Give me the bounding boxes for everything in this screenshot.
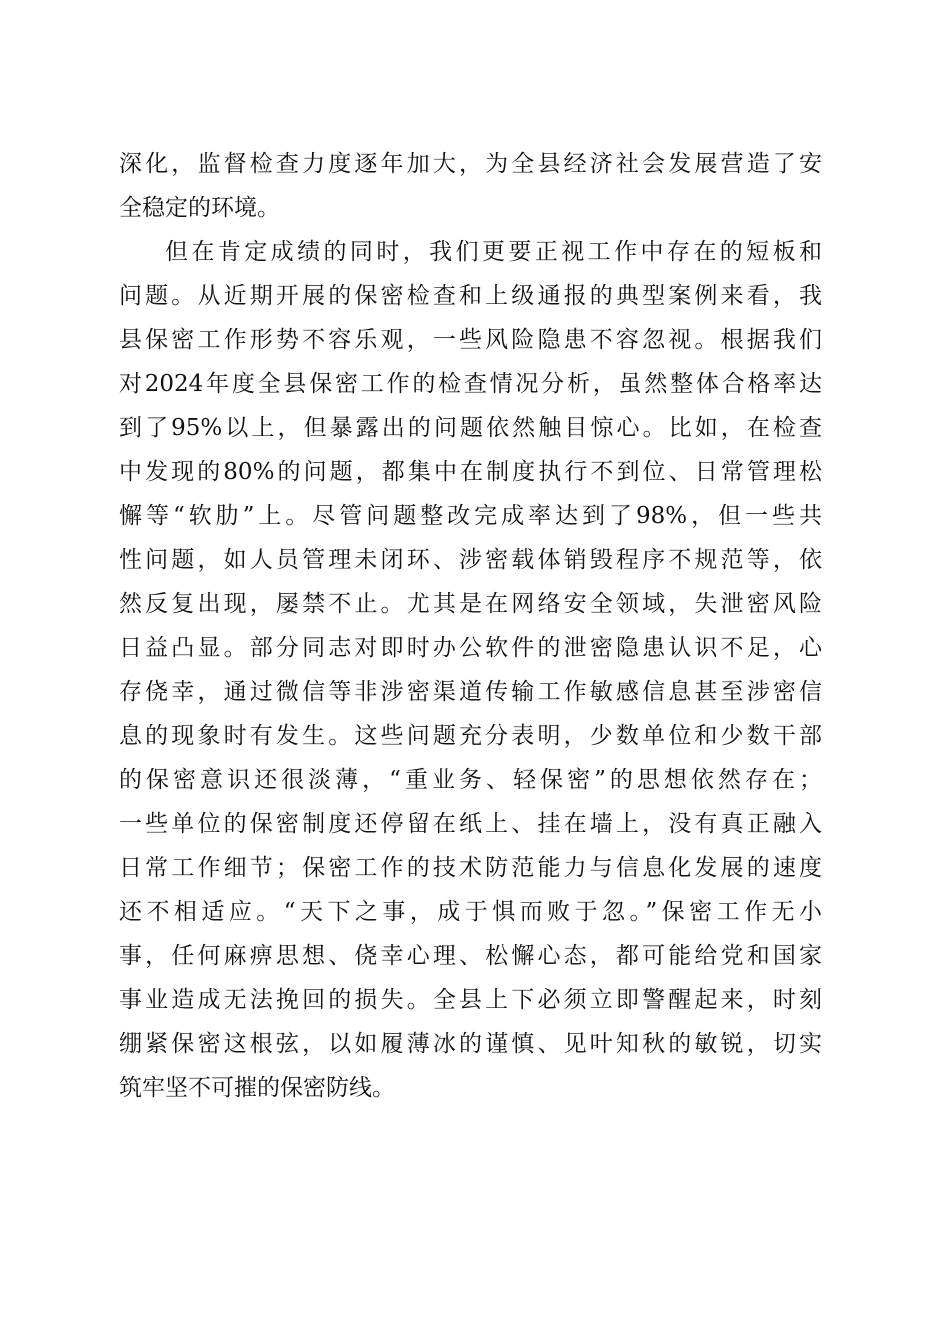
body-text — [119, 142, 822, 1110]
text-line: 息的现象时有发生。这些问题充分表明，少数单位和少数干部 — [119, 723, 822, 749]
text-line: 全稳定的环境。 — [119, 195, 280, 221]
text-line: 深化，监督检查力度逐年加大，为全县经济社会发展营造了安 — [119, 151, 822, 177]
text-line: 县保密工作形势不容乐观，一些风险隐患不容忽视。根据我们 — [119, 327, 822, 353]
text-line: 但在肯定成绩的同时，我们更要正视工作中存在的短板和 — [165, 239, 822, 265]
text-line: 对2024年度全县保密工作的检查情况分析，虽然整体合格率达 — [119, 371, 822, 397]
text-line: 绷紧保密这根弦，以如履薄冰的谨慎、见叶知秋的敏锐，切实 — [119, 1031, 822, 1057]
text-line: 中发现的80%的问题，都集中在制度执行不到位、日常管理松 — [119, 459, 822, 485]
text-line: 还不相适应。“天下之事，成于惧而败于忽。”保密工作无小 — [119, 899, 822, 925]
text-line: 日益凸显。部分同志对即时办公软件的泄密隐患认识不足，心 — [119, 635, 822, 661]
text-line: 懈等“软肋”上。尽管问题整改完成率达到了98%，但一些共 — [119, 503, 822, 529]
text-line: 事，任何麻痹思想、侥幸心理、松懈心态，都可能给党和国家 — [119, 943, 822, 969]
text-line: 到了95%以上，但暴露出的问题依然触目惊心。比如，在检查 — [119, 415, 822, 441]
text-line: 存侥幸，通过微信等非涉密渠道传输工作敏感信息甚至涉密信 — [119, 679, 822, 705]
text-line: 然反复出现，屡禁不止。尤其是在网络安全领域，失泄密风险 — [119, 591, 822, 617]
text-line: 问题。从近期开展的保密检查和上级通报的典型案例来看，我 — [119, 283, 822, 309]
text-line: 的保密意识还很淡薄，“重业务、轻保密”的思想依然存在； — [119, 767, 822, 793]
text-line: 筑牢坚不可摧的保密防线。 — [119, 1075, 395, 1101]
text-line: 性问题，如人员管理未闭环、涉密载体销毁程序不规范等，依 — [119, 547, 822, 573]
text-line: 一些单位的保密制度还停留在纸上、挂在墙上，没有真正融入 — [119, 811, 822, 837]
text-line: 事业造成无法挽回的损失。全县上下必须立即警醒起来，时刻 — [119, 987, 822, 1013]
text-line: 日常工作细节；保密工作的技术防范能力与信息化发展的速度 — [119, 855, 822, 881]
